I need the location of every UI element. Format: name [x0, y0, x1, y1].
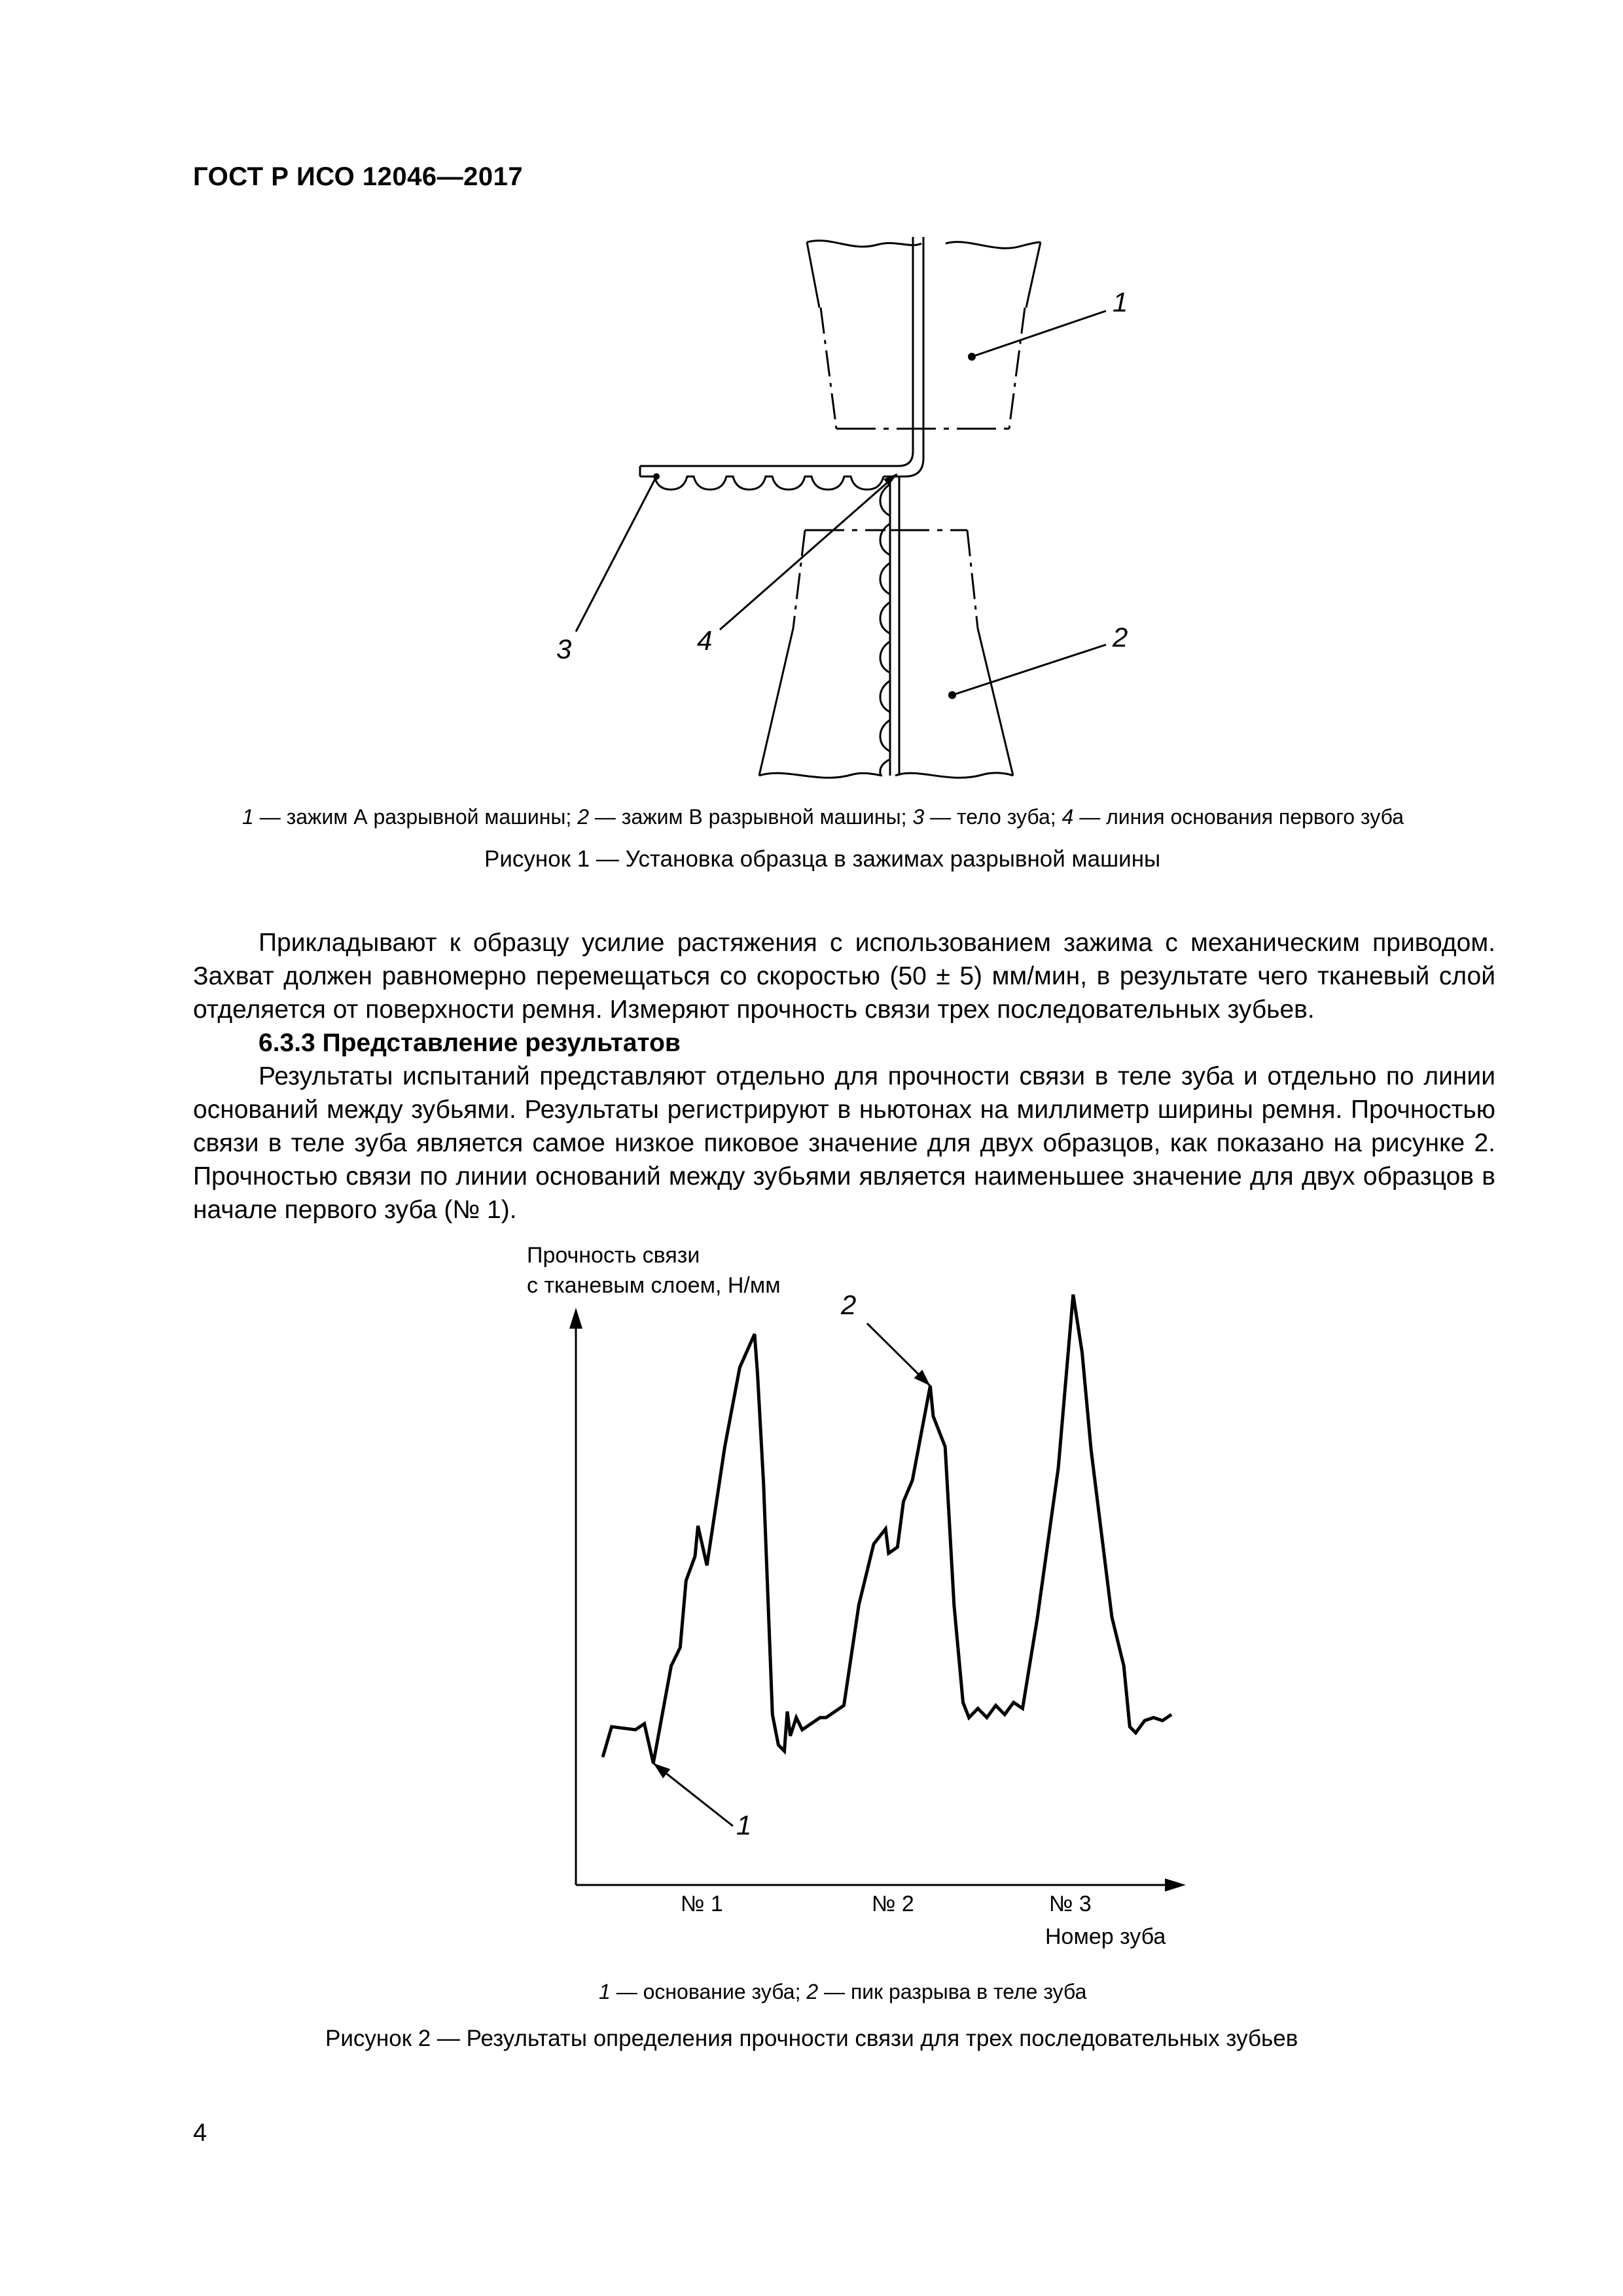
chart-y-axis-label: Прочность связи с тканевым слоем, Н/мм [527, 1243, 781, 1298]
annotation-arrowhead-1 [653, 1763, 670, 1778]
annotation-leader-2 [867, 1323, 930, 1386]
figure-1-callout-1: 1 [1113, 287, 1128, 317]
figure-1-callout-3: 3 [556, 634, 572, 664]
annotation-arrowhead-2 [914, 1370, 931, 1386]
x-tick-1: № 1 [681, 1892, 723, 1916]
x-tick-3: № 3 [1049, 1892, 1092, 1916]
figure-1-callout-4: 4 [697, 625, 713, 656]
chart-x-axis-label: Номер зуба [1045, 1924, 1166, 1949]
figure-2-legend: 1 — основание зуба; 2 — пик разрыва в теле зуба [599, 1980, 1087, 2003]
y-axis-arrow [569, 1308, 582, 1329]
figure-2-callout-2: 2 [841, 1289, 857, 1320]
figure-1-callout-2: 2 [1113, 622, 1128, 653]
belt-teeth-horizontal [640, 476, 883, 490]
figure-1-caption: Рисунок 1 — Установка образца в зажимах разрывной машины [484, 846, 1161, 872]
paragraph-2: Результаты испытаний представляют отдельно для прочности связи в теле зуба и отдельно по линии оснований между зубьями. Результаты регистрируют в ньютонах на миллиметр ширины ремня. Прочностью связи в теле зуба является самое низкое пиковое значение для двух образцов, как показано на рисунке 2. Прочностью связи по линии оснований между зубьями является наименьшее значение для двух образцов в начале первого зуба (№ 1). [193, 1062, 1495, 1224]
section-heading: 6.3.3 Представление результатов [259, 1029, 681, 1057]
annotation-leader-1 [653, 1763, 733, 1826]
document-header: ГОСТ Р ИСО 12046—2017 [193, 162, 524, 191]
clamp-b [759, 773, 882, 778]
body-text [193, 926, 1495, 1227]
page-number: 4 [193, 2119, 207, 2147]
paragraph-1: Прикладывают к образцу усилие растяжения с использованием зажима с механическим приводом. Захват должен равномерно перемещаться со скоростью (50 ± 5) мм/мин, в результате чего тканевый слой отделяется от поверхности ремня. Измеряют прочность связи трех последовательных зубьев. [193, 929, 1495, 1024]
figure-2-callout-1: 1 [736, 1810, 752, 1840]
x-tick-2: № 2 [872, 1892, 914, 1916]
x-axis-arrow [1165, 1878, 1186, 1892]
series-line-1 [603, 1295, 1171, 1763]
figure-1-legend: 1 — зажим А разрывной машины; 2 — зажим В разрывной машины; 3 — тело зуба; 4 — линия основания первого зуба [242, 805, 1404, 829]
clamp-a [807, 241, 921, 247]
belt-teeth-vertical [880, 484, 890, 776]
figure-1-diagram [0, 0, 1623, 825]
figure-2-caption: Рисунок 2 — Результаты определения прочности связи для трех последовательных зубьев [325, 2026, 1298, 2051]
